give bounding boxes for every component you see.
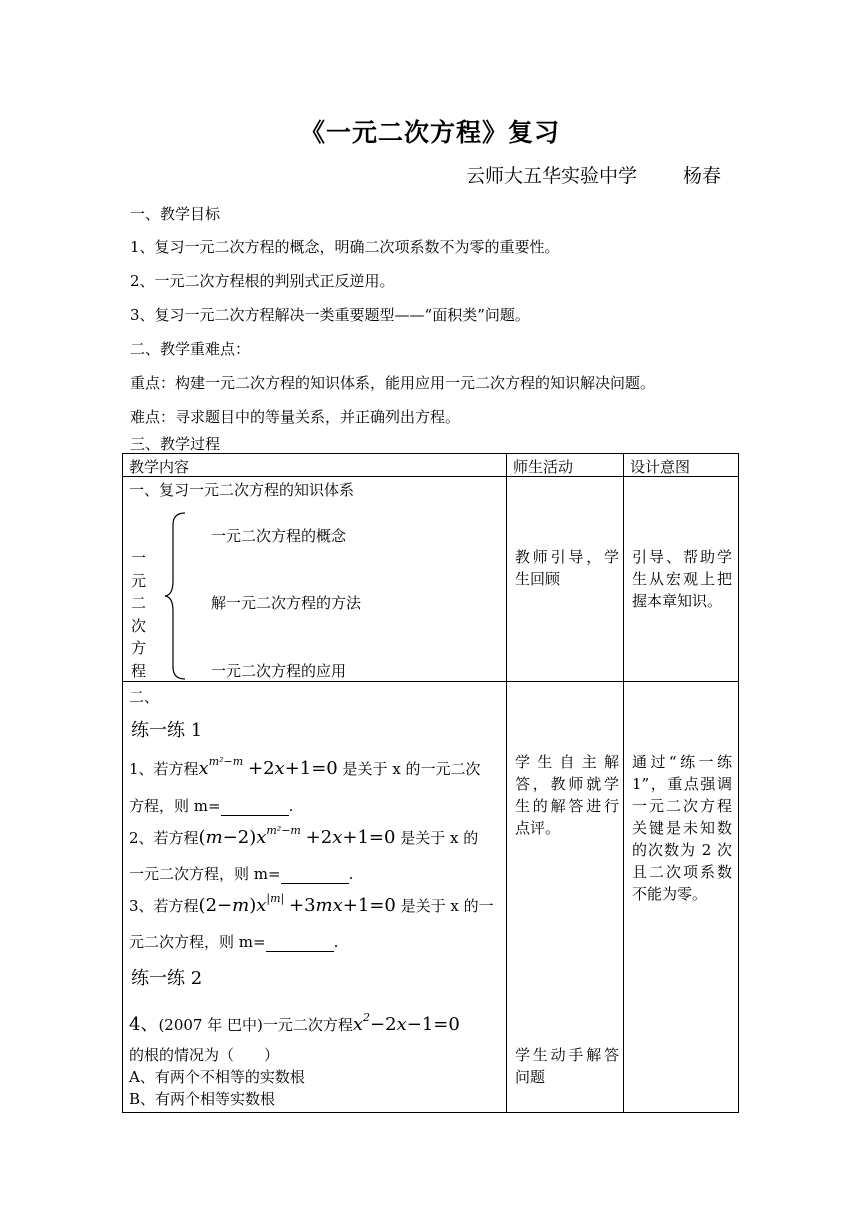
option-a: A、有两个不相等的实数根 (129, 1068, 305, 1086)
vertical-char: 方 (131, 639, 147, 657)
row2-heading: 二、 (129, 688, 160, 706)
practice-1-heading: 练一练 1 (131, 720, 203, 741)
vertical-char: 一 (131, 549, 147, 567)
author-name: 杨春 (683, 165, 722, 187)
row2-activity-cell (507, 682, 624, 1113)
goals-heading: 一、教学目标 (130, 205, 221, 223)
question-3: 3、若方程$(2-m)x^{|m|} +3mx+1=0$ 是关于 x 的一 (129, 892, 494, 916)
table-header-row (123, 454, 739, 477)
question-4-line2: 的根的情况为（ ） (129, 1046, 280, 1064)
header-activity: 师生活动 (507, 454, 624, 477)
document-title: 《一元二次方程》复习 (299, 118, 560, 147)
vertical-char: 元 (131, 572, 147, 590)
question-4: 4、(2007 年 巴中)一元二次方程$x^2-2x-1=0$ (129, 1011, 460, 1035)
key-point: 重点：构建一元二次方程的知识体系，能用应用一元二次方程的知识解决问题。 (130, 374, 656, 392)
difficult-point: 难点：寻求题目中的等量关系，并正确列出方程。 (130, 408, 461, 426)
row1-heading: 一、复习一元二次方程的知识体系 (129, 481, 355, 499)
branch-concept: 一元二次方程的概念 (211, 527, 347, 545)
row2-activity-1: 学生自主解答，教师就学生的解答进行点评。 (515, 753, 619, 837)
row2-intent: 通过“练一练 1”，重点强调一元二次方程关键是未知数的次数为 2 次且二次项系数不能为零。 (632, 753, 732, 903)
knowledge-system-cell (123, 477, 507, 682)
practice-2-heading: 练一练 2 (131, 968, 203, 989)
author-school: 云师大五华实验中学 (466, 165, 638, 187)
process-heading: 三、教学过程 (130, 435, 221, 453)
goal-1: 1、复习一元二次方程的概念，明确二次项系数不为零的重要性。 (130, 238, 560, 256)
key-heading: 二、教学重难点： (130, 340, 251, 358)
vertical-char: 次 (131, 617, 147, 635)
row1-activity-cell (507, 477, 624, 682)
branch-methods: 解一元二次方程的方法 (211, 594, 362, 612)
answer-blank[interactable] (281, 865, 349, 884)
brace-icon (163, 511, 193, 681)
question-2: 2、若方程$(m-2)x^{m^2-m} +2x+1=0$ 是关于 x 的 (129, 824, 479, 848)
process-table (122, 453, 739, 1113)
question-1: 1、若方程$x^{m^2-m} +2x+1=0$ 是关于 x 的一元二次 (129, 755, 481, 779)
row1-activity: 教师引导，学生回顾 (515, 548, 619, 588)
vertical-char: 程 (131, 662, 147, 680)
header-intent: 设计意图 (624, 454, 739, 477)
question-1-line2: 方程，则 m= . (129, 797, 294, 815)
question-3-line2: 元二次方程，则 m= . (129, 933, 339, 951)
header-content: 教学内容 (123, 454, 507, 477)
row1-intent: 引导、帮助学生从宏观上把握本章知识。 (632, 548, 732, 610)
answer-blank[interactable] (221, 797, 289, 816)
table-row (123, 477, 739, 682)
goal-3: 3、复习一元二次方程解决一类重要题型——“面积类”问题。 (130, 306, 530, 324)
practice-cell (123, 682, 507, 1113)
row1-intent-cell (624, 477, 739, 682)
goal-2: 2、一元二次方程根的判别式正反逆用。 (130, 272, 395, 290)
branch-applications: 一元二次方程的应用 (211, 662, 347, 680)
author-line (466, 161, 721, 188)
row2-intent-cell (624, 682, 739, 1113)
answer-blank[interactable] (266, 933, 334, 952)
question-2-line2: 一元二次方程，则 m= . (129, 865, 354, 883)
row2-activity-2: 学生动手解答问题 (515, 1046, 619, 1086)
table-row (123, 682, 739, 1113)
option-b: B、有两个相等实数根 (129, 1090, 276, 1108)
vertical-char: 二 (131, 594, 147, 612)
